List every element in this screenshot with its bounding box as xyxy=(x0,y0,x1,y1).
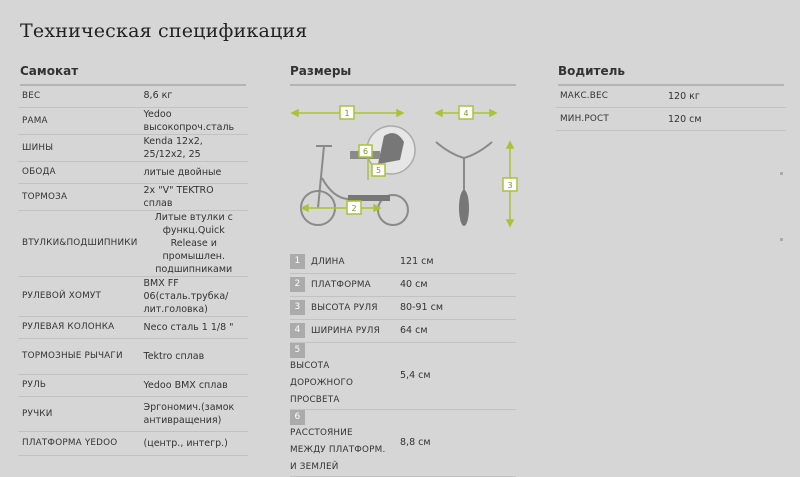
table-row xyxy=(18,210,248,276)
diagram-label-1: 1 xyxy=(344,109,350,118)
spec-key: ТОРМОЗНЫЕ РЫЧАГИ xyxy=(18,338,142,374)
table-row xyxy=(290,296,516,319)
table-row xyxy=(18,374,248,396)
diagram-label-2: 2 xyxy=(351,204,357,213)
spec-value: Tektro сплав xyxy=(142,338,248,374)
dimensions-table xyxy=(290,250,516,477)
table-row xyxy=(290,409,516,476)
dimension-value: 5,4 см xyxy=(392,342,516,409)
scooter-heading: Самокат xyxy=(20,64,246,86)
dimension-number-badge: 6 xyxy=(290,410,305,425)
dimension-number-badge: 3 xyxy=(290,300,305,315)
table-row xyxy=(556,108,786,131)
spec-key: РАМА xyxy=(18,107,142,134)
dimension-value: 64 см xyxy=(392,319,516,342)
table-row xyxy=(18,276,248,316)
diagram-label-4: 4 xyxy=(463,109,469,118)
spec-key: ВЕС xyxy=(18,85,142,107)
table-row xyxy=(18,161,248,183)
spec-key: РУЛЬ xyxy=(18,374,142,396)
dimension-label: ДЛИНА xyxy=(311,256,345,267)
spec-key: РУЛЕВОЙ ХОМУТ xyxy=(18,276,142,316)
table-row xyxy=(18,396,248,431)
spec-key: ВТУЛКИ&ПОДШИПНИКИ xyxy=(18,210,142,276)
spec-key: ТОРМОЗА xyxy=(18,183,142,210)
dimension-number-badge: 5 xyxy=(290,343,305,358)
arrow-head xyxy=(302,205,308,211)
dimension-label: ПЛАТФОРМА xyxy=(311,280,371,290)
arrow-head xyxy=(507,142,513,148)
dimension-value: 121 см xyxy=(392,250,516,273)
arrow-head xyxy=(436,110,442,116)
spec-key: ПЛАТФОРМА YEDOO xyxy=(18,431,142,455)
decorative-dot xyxy=(780,238,783,241)
spec-value: Yedoo высокопроч.сталь xyxy=(142,107,248,134)
spec-value: 2x "V" TEKTRO сплав xyxy=(142,183,248,210)
table-row xyxy=(290,319,516,342)
spec-value: Yedoo BMX сплав xyxy=(142,374,248,396)
table-row xyxy=(18,431,248,455)
table-row xyxy=(290,273,516,296)
arrow-head xyxy=(397,110,403,116)
arrow-head xyxy=(490,110,496,116)
dimension-number-badge: 4 xyxy=(290,323,305,338)
spec-key: ШИНЫ xyxy=(18,134,142,161)
spec-value: литые двойные xyxy=(142,161,248,183)
spec-key: МАКС.ВЕС xyxy=(556,85,664,108)
table-row xyxy=(18,107,248,134)
arrow-head xyxy=(292,110,298,116)
dimension-label: ВЫСОТА РУЛЯ xyxy=(311,303,378,313)
spec-value: Kenda 12x2, 25/12x2, 25 xyxy=(142,134,248,161)
spec-value: Neco сталь 1 1/8 " xyxy=(142,316,248,338)
spec-value: Эргономич.(замок антивращения) xyxy=(142,396,248,431)
scooter-spec-table xyxy=(18,85,248,456)
table-row xyxy=(290,250,516,273)
table-row xyxy=(290,342,516,409)
diagram-label-6: 6 xyxy=(362,147,369,156)
dimension-label: ШИРИНА РУЛЯ xyxy=(311,326,380,336)
spec-value: 120 см xyxy=(664,108,786,131)
dimension-label: РАССТОЯНИЕ МЕЖДУ ПЛАТФОРМ. И ЗЕМЛЕЙ xyxy=(290,427,386,472)
spec-value: BMX FF 06(сталь.трубка/лит.головка) xyxy=(142,276,248,316)
spec-value: Литые втулки с функц.Quick Release и промышлен. подшипниками xyxy=(142,210,248,276)
spec-key: МИН.РОСТ xyxy=(556,108,664,131)
rider-spec-table xyxy=(556,85,786,131)
table-row xyxy=(18,183,248,210)
dimension-label: ВЫСОТА ДОРОЖНОГО ПРОСВЕТА xyxy=(290,360,354,405)
table-row xyxy=(18,85,248,107)
dimension-number-badge: 2 xyxy=(290,277,305,292)
decorative-dot xyxy=(780,172,783,175)
spec-key: РУЧКИ xyxy=(18,396,142,431)
rider-heading: Водитель xyxy=(558,64,784,86)
platform-side xyxy=(348,195,390,201)
arrow-head xyxy=(507,220,513,226)
table-row xyxy=(18,338,248,374)
dimensions-heading: Размеры xyxy=(290,64,516,86)
dimension-number-badge: 1 xyxy=(290,254,305,269)
dimension-value: 40 см xyxy=(392,273,516,296)
spec-key: РУЛЕВАЯ КОЛОНКА xyxy=(18,316,142,338)
spec-value: (центр., интегр.) xyxy=(142,431,248,455)
scooter-dimension-diagram xyxy=(288,98,518,238)
table-row xyxy=(556,85,786,108)
dimension-value: 8,8 см xyxy=(392,409,516,476)
table-row xyxy=(18,134,248,161)
spec-value: 120 кг xyxy=(664,85,786,108)
spec-key: ОБОДА xyxy=(18,161,142,183)
diagram-label-5: 5 xyxy=(375,166,382,175)
handlebar-front xyxy=(436,142,492,158)
page-title: Техническая спецификация xyxy=(20,20,308,42)
dimension-value: 80-91 см xyxy=(392,296,516,319)
front-fork xyxy=(318,146,324,208)
diagram-label-3: 3 xyxy=(507,181,513,190)
front-view-wheel xyxy=(459,190,469,226)
spec-value: 8,6 кг xyxy=(142,85,248,107)
table-row xyxy=(18,316,248,338)
